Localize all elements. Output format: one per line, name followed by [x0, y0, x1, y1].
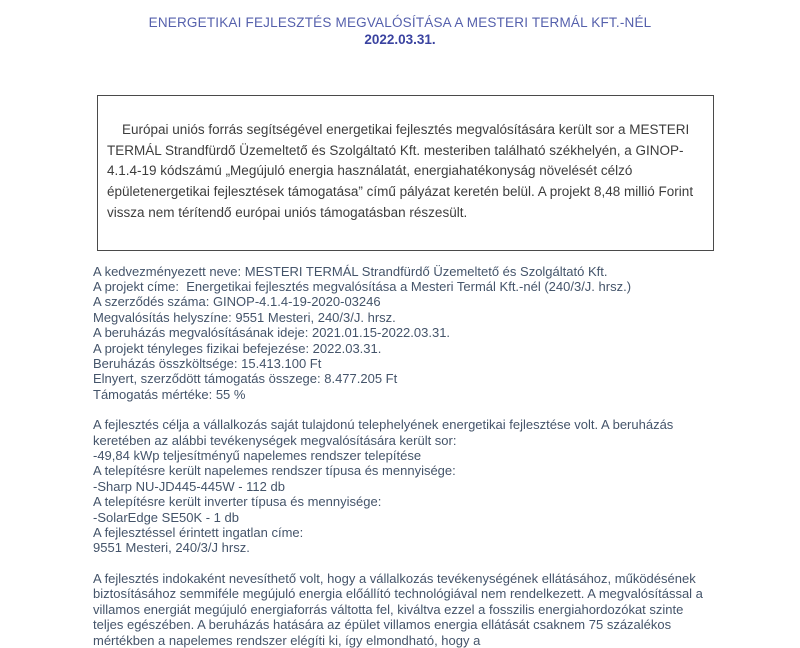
activities-intro: A fejlesztés célja a vállalkozás saját tulajdonú telephelyének energetikai fejlesztése volt. A beruházás keretében az alábbi tevékenységek megvalósítására került sor: [93, 417, 677, 448]
grant-amount-line: Elnyert, szerződött támogatás összege: 8.477.205 Ft [93, 371, 398, 387]
eu-funding-summary-text: Európai uniós forrás segítségével energetikai fejlesztés megvalósítására került sor a MESTERI TERMÁL Strandfürdő Üzemeltető és Szolgáltató Kft. mesteriben található székhelyén, a GINOP-4.1.4-19 kódszámú „Megújuló energia használatát, energiahatékonyság növelését célzó épületenergetikai fejlesztések támogatása” című pályázat keretén belül. A projekt 8,48 millió Forint vissza nem térítendő európai uniós támogatásban részesült. [107, 121, 697, 220]
panel-type-label-line: A telepítésre került napelemes rendszer típusa és mennyisége: [93, 463, 456, 479]
property-address-label-line: A fejlesztéssel érintett ingatlan címe: [93, 525, 304, 541]
property-address-value-line: 9551 Mesteri, 240/3/J hrsz. [93, 540, 250, 556]
beneficiary-name-line: A kedvezményezett neve: MESTERI TERMÁL Strandfürdő Üzemeltető és Szolgáltató Kft. [93, 263, 608, 279]
solar-system-line: -49,84 kWp teljesítményű napelemes rendszer telepítése [93, 448, 422, 464]
document-page [0, 14, 800, 648]
justification-section [93, 571, 715, 648]
total-cost-line: Beruházás összköltsége: 15.413.100 Ft [93, 356, 322, 372]
grant-rate-line: Támogatás mértéke: 55 % [93, 386, 246, 402]
contract-number-line: A szerződés száma: GINOP-4.1.4-19-2020-03246 [93, 294, 381, 310]
panel-type-value-line: -Sharp NU-JD445-445W - 112 db [93, 478, 285, 494]
inverter-label-line: A telepítésre került inverter típusa és mennyisége: [93, 494, 382, 510]
implementation-period-line: A beruházás megvalósításának ideje: 2021.01.15-2022.03.31. [93, 325, 451, 341]
document-date: 2022.03.31. [364, 32, 436, 47]
implementation-site-line: Megvalósítás helyszíne: 9551 Mesteri, 240/3/J. hrsz. [93, 309, 396, 325]
project-details-section [93, 264, 715, 403]
project-title-line: A projekt címe: Energetikai fejlesztés megvalósítása a Mesteri Termál Kft.-nél (240/3/J. hrsz.) [93, 278, 632, 294]
activities-section [93, 417, 715, 556]
physical-completion-line: A projekt tényleges fizikai befejezése: 2022.03.31. [93, 340, 382, 356]
inverter-value-line: -SolarEdge SE50K - 1 db [93, 509, 239, 525]
document-title: ENERGETIKAI FEJLESZTÉS MEGVALÓSÍTÁSA A MESTERI TERMÁL KFT.-NÉL [148, 15, 652, 30]
justification-paragraph: A fejlesztés indokaként nevesíthető volt, hogy a vállalkozás tevékenységének ellátásához, működésének biztosításához semmiféle megújuló energia előállító technológiával nem rendelkezett. A megvalósítással a villamos energiát megújuló energiaforrás váltotta fel, kiváltva ezzel a fosszilis energiahordozókat szinte teljes egészében. A beruházás hatására az épület villamos energia ellátását csaknem 75 százalékos mértékben a napelemes rendszer elégíti ki, így elmondható, hogy a [93, 570, 707, 648]
eu-funding-summary-box [97, 95, 714, 251]
